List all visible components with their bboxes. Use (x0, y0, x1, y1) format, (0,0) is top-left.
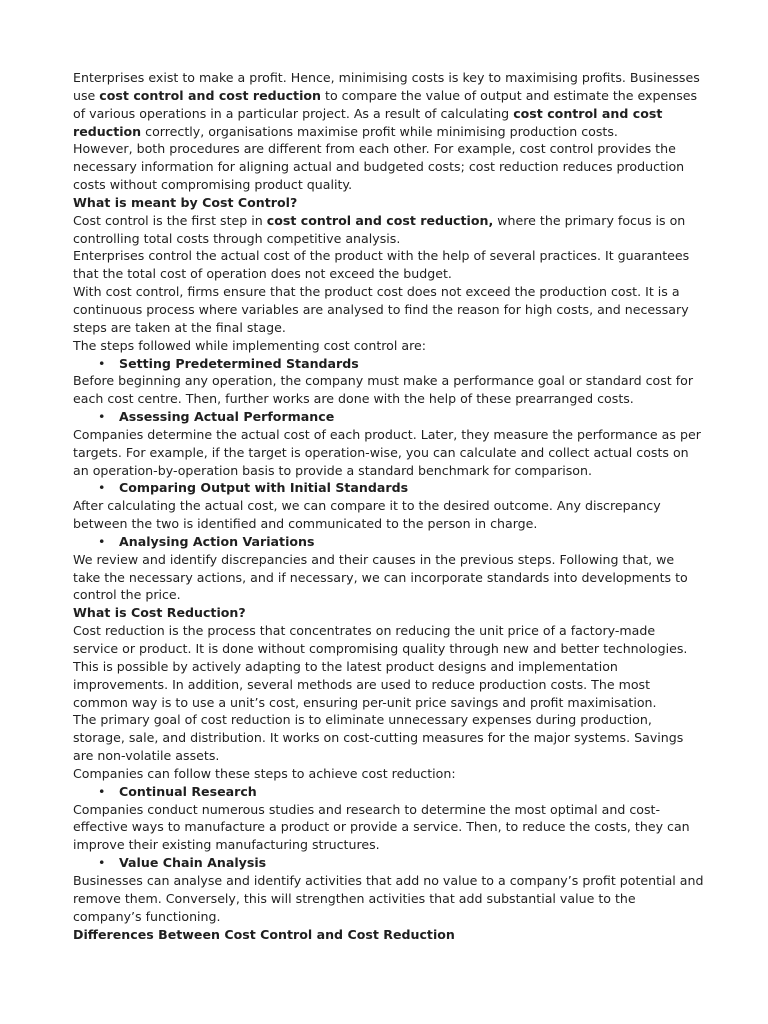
paragraph: Businesses can analyse and identify activities that add no value to a company’s profit potential and remove them. Conversely, this will strengthen activities that add substantial value to the company’s functioning. (73, 872, 704, 924)
list-item-title: Setting Predetermined Standards (119, 355, 359, 371)
paragraph: The steps followed while implementing cost control are: (73, 337, 426, 353)
paragraph: However, both procedures are different from each other. For example, cost control provides the necessary information for aligning actual and budgeted costs; cost reduction reduces production costs without compromising product quality. (73, 141, 685, 193)
paragraph: Cost reduction is the process that concentrates on reducing the unit price of a factory-made service or product. It is done without compromising quality through new and better technologies. This is possible by actively adapting to the latest product designs and implementation improvements. In addition, several methods are used to reduce production costs. The most common way is to use a unit’s cost, ensuring per-unit price savings and profit maximisation. (73, 623, 688, 710)
section-heading-cost-reduction: What is Cost Reduction? (73, 605, 246, 621)
bold-phrase: cost control and cost reduction (99, 87, 322, 103)
paragraph: After calculating the actual cost, we can compare it to the desired outcome. Any discrepancy between the two is identified and communicated to the person in charge. (73, 498, 661, 532)
list-item-title: Comparing Output with Initial Standards (119, 480, 409, 496)
paragraph: Cost control is the first step in cost control and cost reduction, where the primary focus is on controlling total costs through competitive analysis. (73, 212, 686, 246)
list-item (73, 533, 704, 551)
paragraph: The primary goal of cost reduction is to eliminate unnecessary expenses during production, storage, sale, and distribution. It works on cost-cutting measures for the major systems. Savings are non-volatile assets. (73, 712, 684, 764)
intro-paragraph: Enterprises exist to make a profit. Hence, minimising costs is key to maximising profits. Businesses use cost control and cost reduction to compare the value of output and estimate the expenses of various operations in a particular project. As a result of calculating cost control and cost reduction correctly, organisations maximise profit while minimising production costs. (73, 70, 700, 139)
bullet-icon: • (98, 783, 106, 799)
list-item-title: Continual Research (119, 783, 257, 799)
bullet-icon: • (98, 855, 106, 871)
list-item-title: Analysing Action Variations (119, 533, 315, 549)
bold-phrase: cost control and cost reduction, (266, 212, 494, 228)
list-item-title: Value Chain Analysis (119, 855, 267, 871)
list-item (73, 854, 704, 872)
paragraph: We review and identify discrepancies and their causes in the previous steps. Following that, we take the necessary actions, and if necessary, we can incorporate standards into developments to control the price. (73, 551, 688, 603)
bullet-icon: • (98, 409, 106, 425)
bullet-icon: • (98, 355, 106, 371)
paragraph: Companies determine the actual cost of each product. Later, they measure the performance as per targets. For example, if the target is operation-wise, you can calculate and collect actual costs on an operation-by-operation basis to provide a standard benchmark for comparison. (73, 426, 701, 478)
bold-phrase: cost control and cost reduction (73, 105, 663, 139)
bullet-icon: • (98, 533, 106, 549)
list-item-title: Assessing Actual Performance (119, 409, 335, 425)
paragraph: Companies conduct numerous studies and research to determine the most optimal and cost-effective ways to manufacture a product or provide a service. Then, to reduce the costs, they can improve their existing manufacturing structures. (73, 801, 690, 853)
section-heading-cost-control: What is meant by Cost Control? (73, 194, 298, 210)
paragraph: Before beginning any operation, the company must make a performance goal or standard cost for each cost centre. Then, further works are done with the help of these prearranged costs. (73, 373, 694, 407)
list-item (73, 355, 704, 373)
bullet-icon: • (98, 480, 106, 496)
paragraph: With cost control, firms ensure that the product cost does not exceed the production cost. It is a continuous process where variables are analysed to find the reason for high costs, and necessary steps are taken at the final stage. (73, 284, 689, 335)
list-item (73, 479, 704, 497)
section-heading-differences: Differences Between Cost Control and Cost Reduction (73, 926, 455, 942)
list-item (73, 783, 704, 801)
list-item (73, 408, 704, 426)
paragraph: Enterprises control the actual cost of the product with the help of several practices. It guarantees that the total cost of operation does not exceed the budget. (73, 248, 690, 282)
paragraph: Companies can follow these steps to achieve cost reduction: (73, 765, 456, 781)
